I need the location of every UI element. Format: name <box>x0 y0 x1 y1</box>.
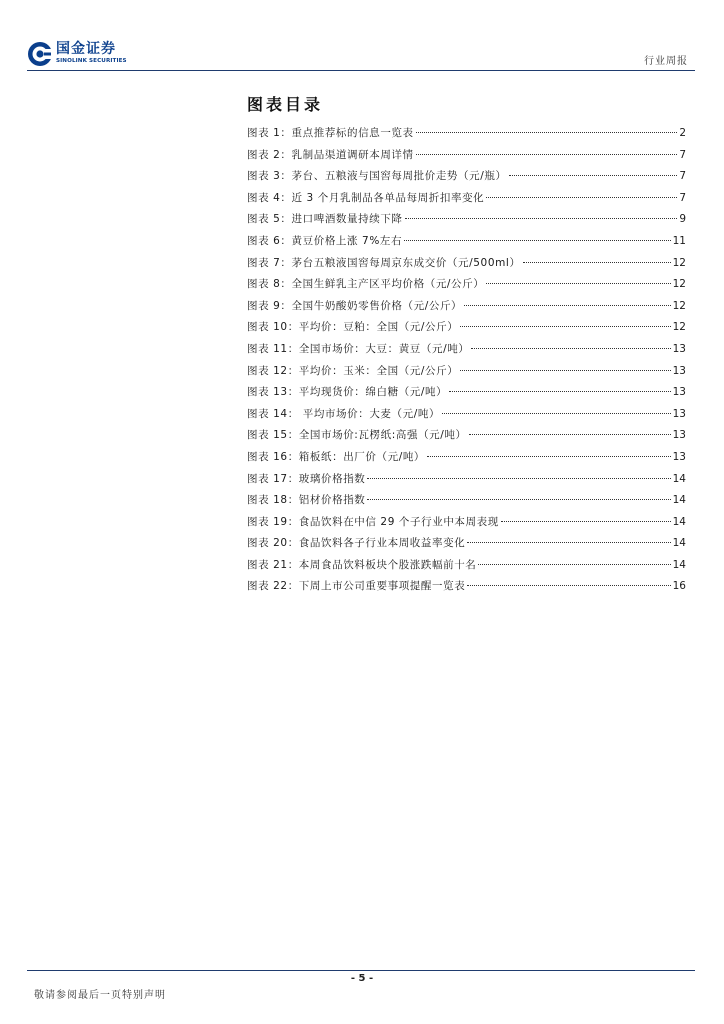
footer-divider <box>27 970 695 971</box>
toc-entry-page: 7 <box>679 148 686 161</box>
toc-entry-page: 7 <box>679 191 686 204</box>
toc-entry[interactable] <box>247 490 686 512</box>
toc-dot-leader <box>486 197 677 198</box>
toc-entry-page: 13 <box>672 342 686 355</box>
toc-entry-page: 14 <box>672 515 686 528</box>
toc-entry[interactable] <box>247 447 686 469</box>
toc-entry-label: 图表 15：全国市场价:瓦楞纸:高强（元/吨） <box>247 429 467 442</box>
toc-dot-leader <box>523 262 671 263</box>
toc-dot-leader <box>509 175 678 176</box>
toc-entry-page: 13 <box>672 386 686 399</box>
toc-entry[interactable] <box>247 382 686 404</box>
toc-entry-label: 图表 22：下周上市公司重要事项提醒一览表 <box>247 580 466 593</box>
toc-entry-page: 14 <box>672 494 686 507</box>
toc-entry[interactable] <box>247 166 686 188</box>
toc-dot-leader <box>467 542 670 543</box>
toc-entry-page: 7 <box>679 170 686 183</box>
toc-dot-leader <box>367 478 670 479</box>
toc-entry[interactable] <box>247 123 686 145</box>
toc-entry[interactable] <box>247 274 686 296</box>
toc-entry-page: 14 <box>672 558 686 571</box>
toc-entry-page: 13 <box>672 364 686 377</box>
toc-entry-label: 图表 13：平均现货价：绵白糖（元/吨） <box>247 386 448 399</box>
toc-entry[interactable] <box>247 404 686 426</box>
toc-dot-leader <box>486 283 670 284</box>
toc-entry[interactable] <box>247 361 686 383</box>
logo-chinese-name: 国金证券 <box>56 41 116 57</box>
toc-entry-page: 9 <box>679 213 686 226</box>
toc-dot-leader <box>416 154 678 155</box>
toc-list <box>247 123 686 598</box>
toc-entry-page: 2 <box>679 127 686 139</box>
toc-dot-leader <box>405 218 678 219</box>
toc-dot-leader <box>460 370 670 371</box>
toc-entry-label: 图表 21：本周食品饮料板块个股涨跌幅前十名 <box>247 558 477 571</box>
toc-entry-label: 图表 6：黄豆价格上涨 7%左右 <box>247 234 403 247</box>
toc-entry[interactable] <box>247 576 686 598</box>
toc-entry-label: 图表 10：平均价：豆粕：全国（元/公斤） <box>247 321 459 334</box>
toc-entry-label: 图表 12：平均价：玉米：全国（元/公斤） <box>247 364 459 377</box>
toc-entry-page: 12 <box>672 299 686 312</box>
toc-entry-label: 图表 5：进口啤酒数量持续下降 <box>247 213 403 226</box>
toc-dot-leader <box>416 132 678 133</box>
toc-dot-leader <box>442 413 671 414</box>
toc-entry[interactable] <box>247 296 686 318</box>
toc-entry[interactable] <box>247 533 686 555</box>
toc-dot-leader <box>367 499 670 500</box>
toc-entry-label: 图表 7：茅台五粮液国窖每周京东成交价（元/500ml） <box>247 256 521 269</box>
toc-entry-label: 图表 1：重点推荐标的信息一览表 <box>247 127 414 139</box>
toc-entry-label: 图表 16：箱板纸：出厂价（元/吨） <box>247 450 426 463</box>
toc-entry-page: 13 <box>672 450 686 463</box>
toc-entry[interactable] <box>247 339 686 361</box>
toc-dot-leader <box>469 434 671 435</box>
toc-dot-leader <box>449 391 670 392</box>
page-header <box>0 0 724 72</box>
header-divider <box>27 70 695 71</box>
toc-entry-page: 13 <box>672 407 686 420</box>
toc-title: 图表目录 <box>247 95 324 114</box>
logo-english-name: SINOLINK SECURITIES <box>56 58 127 64</box>
toc-entry-label: 图表 14： 平均市场价：大麦（元/吨） <box>247 407 441 420</box>
sinolink-logo-icon <box>27 41 53 67</box>
toc-entry-label: 图表 11：全国市场价：大豆：黄豆（元/吨） <box>247 342 470 355</box>
toc-dot-leader <box>464 305 670 306</box>
toc-dot-leader <box>460 326 670 327</box>
toc-entry[interactable] <box>247 145 686 167</box>
toc-entry-page: 16 <box>672 580 686 593</box>
toc-entry[interactable] <box>247 555 686 577</box>
toc-entry-page: 14 <box>672 472 686 485</box>
toc-dot-leader <box>404 240 671 241</box>
toc-dot-leader <box>478 564 670 565</box>
toc-dot-leader <box>427 456 671 457</box>
toc-entry-label: 图表 3：茅台、五粮液与国窖每周批价走势（元/瓶） <box>247 170 507 183</box>
toc-entry[interactable] <box>247 188 686 210</box>
toc-entry-label: 图表 2：乳制品渠道调研本周详情 <box>247 148 414 161</box>
toc-entry[interactable] <box>247 317 686 339</box>
toc-entry-page: 13 <box>672 429 686 442</box>
toc-entry-label: 图表 18：铝材价格指数 <box>247 494 366 507</box>
toc-entry-page: 12 <box>672 321 686 334</box>
toc-dot-leader <box>467 585 670 586</box>
toc-entry-label: 图表 19：食品饮料在中信 29 个子行业中本周表现 <box>247 515 499 528</box>
page-number: - 5 - <box>350 973 374 984</box>
disclaimer: 敬请参阅最后一页特别声明 <box>34 990 166 1001</box>
toc-dot-leader <box>501 521 671 522</box>
toc-entry[interactable] <box>247 425 686 447</box>
toc-entry-page: 12 <box>672 278 686 291</box>
toc-entry[interactable] <box>247 209 686 231</box>
company-logo <box>27 40 132 68</box>
toc-entry[interactable] <box>247 253 686 275</box>
toc-entry[interactable] <box>247 469 686 491</box>
toc-entry-page: 14 <box>672 537 686 550</box>
toc-entry[interactable] <box>247 231 686 253</box>
toc-entry-label: 图表 17：玻璃价格指数 <box>247 472 366 485</box>
toc-dot-leader <box>471 348 670 349</box>
toc-entry-label: 图表 20：食品饮料各子行业本周收益率变化 <box>247 537 466 550</box>
report-type: 行业周报 <box>644 56 688 67</box>
toc-entry-label: 图表 8：全国生鲜乳主产区平均价格（元/公斤） <box>247 278 485 291</box>
toc-entry-page: 12 <box>672 256 686 269</box>
toc-entry-page: 11 <box>672 234 686 247</box>
toc-entry-label: 图表 4：近 3 个月乳制品各单品每周折扣率变化 <box>247 191 485 204</box>
toc-entry-label: 图表 9：全国牛奶酸奶零售价格（元/公斤） <box>247 299 463 312</box>
toc-entry[interactable] <box>247 512 686 534</box>
